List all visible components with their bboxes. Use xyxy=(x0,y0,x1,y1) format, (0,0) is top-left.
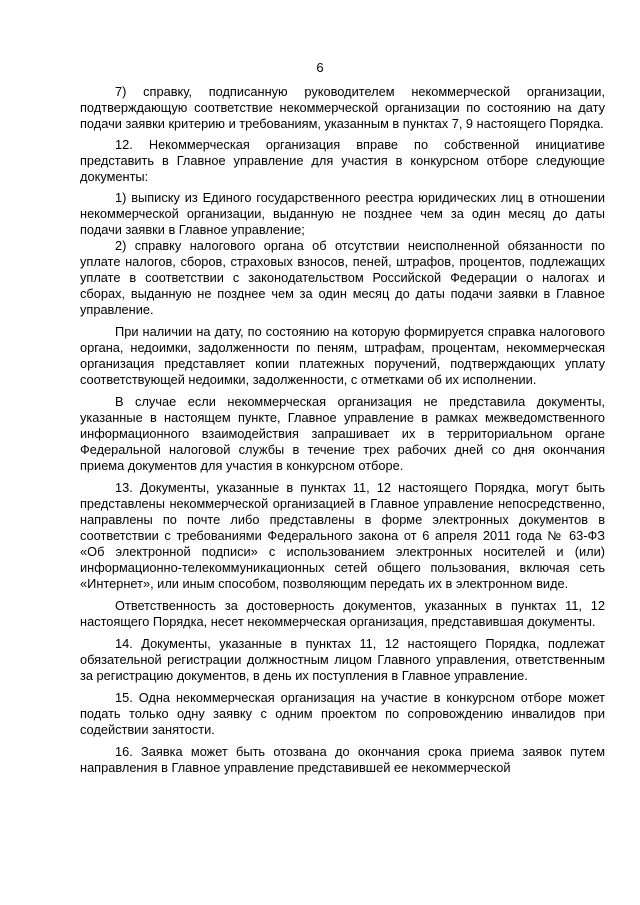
paragraph-clause-12-item-2: 2) справку налогового органа об отсутствии неисполненной обязанности по уплате налогов, сборов, страховых взносов, пеней, штрафов, процентов, подлежащих уплате в соответствии с законодательством Российской Федерации о налогах и сборах, выданную не позднее чем за один месяц до даты подачи заявки в Главное управление. xyxy=(80,238,605,317)
paragraph-arrears-note: При наличии на дату, по состоянию на которую формируется справка налогового органа, недоимки, задолженности по пеням, штрафам, процентам, некоммерческая организация представляет копии платежных поручений, подтверждающих уплату соответствующей недоимки, задолженности, с отметками об их исполнении. xyxy=(80,324,605,387)
paragraph-clause-14: 14. Документы, указанные в пунктах 11, 12 настоящего Порядка, подлежат обязательной регистрации должностным лицом Главного управления, ответственным за регистрацию документов, в день их поступления в Главное управление. xyxy=(80,636,605,683)
paragraph-interagency-request: В случае если некоммерческая организация не представила документы, указанные в настоящем пункте, Главное управление в рамках межведомственного информационного взаимодействия запрашивает их в территориальном органе Федеральной налоговой службы в течение трех рабочих дней со дня окончания приема документов для участия в конкурсном отборе. xyxy=(80,394,605,473)
paragraph-clause-13: 13. Документы, указанные в пунктах 11, 12 настоящего Порядка, могут быть представлены некоммерческой организацией в Главное управление непосредственно, направлены по почте либо представлены в форме электронных документов в соответствии с требованиями Федерального закона от 6 апреля 2011 года № 63-ФЗ «Об электронной подписи» с использованием электронных носителей и (или) информационно-телекоммуникационных сетей общего пользования, включая сеть «Интернет», или иным способом, позволяющим передать их в электронном виде. xyxy=(80,480,605,591)
paragraph-clause-12-item-1: 1) выписку из Единого государственного реестра юридических лиц в отношении некоммерческой организации, выданную не позднее чем за один месяц до даты подачи заявки в Главное управление; xyxy=(80,190,605,237)
paragraph-clause-15: 15. Одна некоммерческая организация на участие в конкурсном отборе может подать только одну заявку с одним проектом по сопровождению инвалидов при содействии занятости. xyxy=(80,690,605,737)
document-body xyxy=(80,84,605,776)
paragraph-responsibility: Ответственность за достоверность документов, указанных в пунктах 11, 12 настоящего Порядка, несет некоммерческая организация, представившая документы. xyxy=(80,598,605,629)
page-number: 6 xyxy=(316,60,324,75)
paragraph-item-7-certificate: 7) справку, подписанную руководителем некоммерческой организации, подтверждающую соответствие некоммерческой организации по состоянию на дату подачи заявки критерию и требованиям, указанным в пунктах 7, 9 настоящего Порядка. xyxy=(80,84,605,131)
paragraph-clause-16: 16. Заявка может быть отозвана до окончания срока приема заявок путем направления в Главное управление представившей ее некоммерческой xyxy=(80,744,605,775)
paragraph-clause-12: 12. Некоммерческая организация вправе по собственной инициативе представить в Главное управление для участия в конкурсном отборе следующие документы: xyxy=(80,137,605,184)
